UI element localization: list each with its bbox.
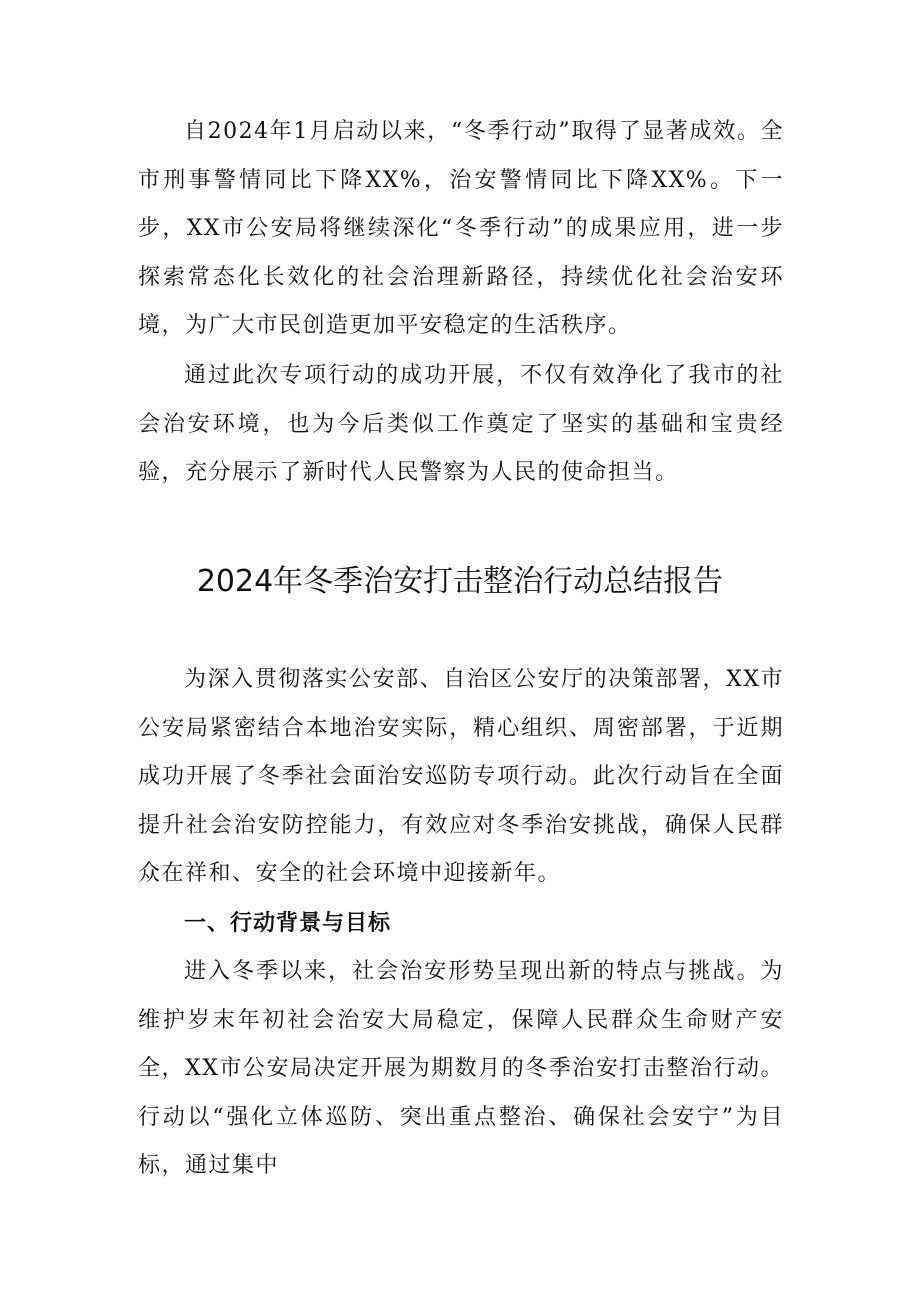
section-heading: 一、行动背景与目标	[184, 911, 392, 936]
results-paragraph: 自2024年1月启动以来，“冬季行动”取得了显著成效。全市刑事警情同比下降XX%，治安警情同比下降XX%。下一步，XX市公安局将继续深化“冬季行动”的成果应用，进一步探索常态化长效化的社会治理新路径，持续优化社会治安环境，为广大市民创造更加平安稳定的生活秩序。	[138, 119, 784, 338]
background-paragraph: 进入冬季以来，社会治安形势呈现出新的特点与挑战。为维护岁末年初社会治安大局稳定，保障人民群众生命财产安全，XX市公安局决定开展为期数月的冬季治安打击整治行动。行动以“强化立体巡防、突出重点整治、确保社会安宁”为目标，通过集中	[138, 959, 784, 1178]
report-title: 2024年冬季治安打击整治行动总结报告	[196, 564, 724, 599]
intro-paragraph: 为深入贯彻落实公安部、自治区公安厅的决策部署，XX市公安局紧密结合本地治安实际，精心组织、周密部署，于近期成功开展了冬季社会面治安巡防专项行动。此次行动旨在全面提升社会治安防控能力，有效应对冬季治安挑战，确保人民群众在祥和、安全的社会环境中迎接新年。	[138, 667, 784, 886]
conclusion-paragraph: 通过此次专项行动的成功开展，不仅有效净化了我市的社会治安环境，也为今后类似工作奠定了坚实的基础和宝贵经验，充分展示了新时代人民警察为人民的使命担当。	[138, 363, 784, 485]
